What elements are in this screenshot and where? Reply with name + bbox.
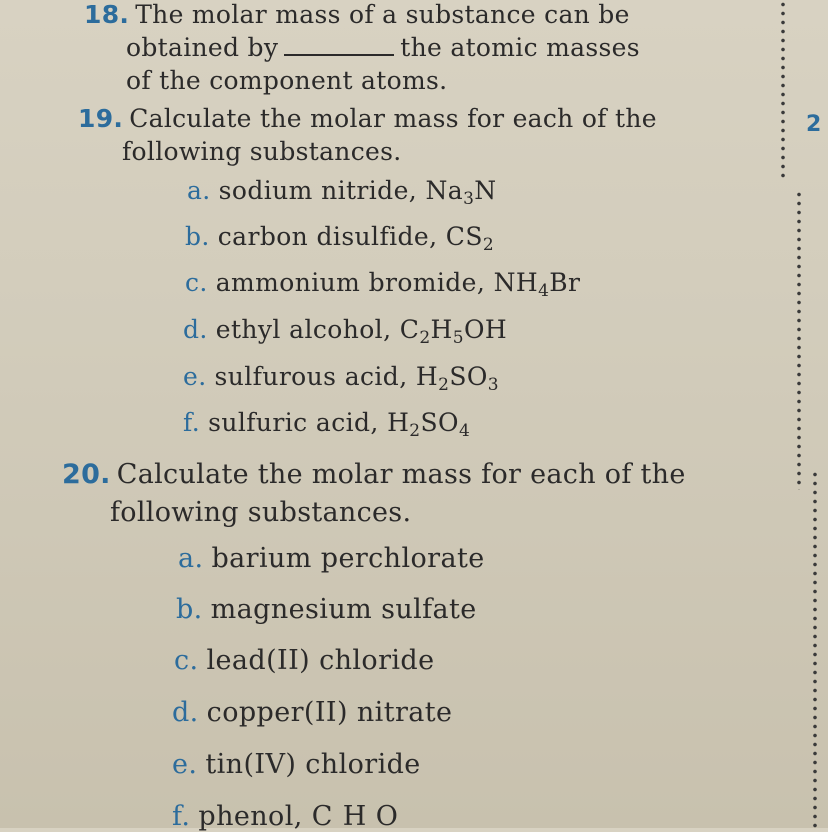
chemical-formula: $C_2H_5OH$	[399, 315, 508, 348]
list-item: c. ammonium bromide, $NH_4Br$	[185, 268, 581, 301]
dotted-divider	[812, 470, 818, 828]
list-item: f. phenol, C H O	[172, 801, 399, 832]
question-text: Calculate the molar mass for each of the	[116, 459, 686, 490]
side-question-number: 2	[806, 112, 822, 137]
chemical-formula: $Na_3N$	[425, 176, 497, 209]
question-number: 20.	[62, 459, 111, 490]
list-item: f. sulfuric acid, $H_2SO_4$	[183, 408, 471, 441]
question-text: The molar mass of a substance can be	[135, 0, 630, 29]
dotted-divider	[796, 190, 802, 490]
question-text: Calculate the molar mass for each of the	[129, 104, 657, 133]
chemical-formula: $NH_4Br$	[493, 268, 581, 301]
list-item: c. lead(II) chloride	[174, 645, 435, 676]
question-19	[78, 102, 657, 168]
list-item: b. magnesium sulfate	[176, 594, 477, 625]
question-20	[62, 456, 686, 532]
list-item: a. sodium nitride, $Na_3N$	[187, 176, 497, 209]
question-18	[84, 0, 640, 97]
dotted-divider	[780, 0, 786, 180]
question-text: the atomic masses	[400, 33, 640, 62]
list-item: b. carbon disulfide, $CS_2$	[185, 222, 495, 255]
question-text: following substances.	[110, 497, 412, 528]
list-item: a. barium perchlorate	[178, 543, 485, 574]
question-text: following substances.	[122, 137, 402, 166]
chemical-formula: $H_2SO_4$	[387, 408, 471, 441]
list-item: d. ethyl alcohol, $C_2H_5OH$	[183, 315, 508, 348]
chemical-formula: $H_2SO_3$	[415, 362, 499, 395]
list-item: d. copper(II) nitrate	[172, 697, 453, 728]
question-text: of the component atoms.	[126, 66, 448, 95]
list-item: e. sulfurous acid, $H_2SO_3$	[183, 362, 499, 395]
question-number: 18.	[84, 0, 130, 29]
fill-in-blank	[284, 34, 394, 56]
question-text: obtained by	[126, 33, 279, 62]
list-item: e. tin(IV) chloride	[172, 749, 421, 780]
question-number: 19.	[78, 104, 124, 133]
chemical-formula: $CS_2$	[445, 222, 495, 255]
